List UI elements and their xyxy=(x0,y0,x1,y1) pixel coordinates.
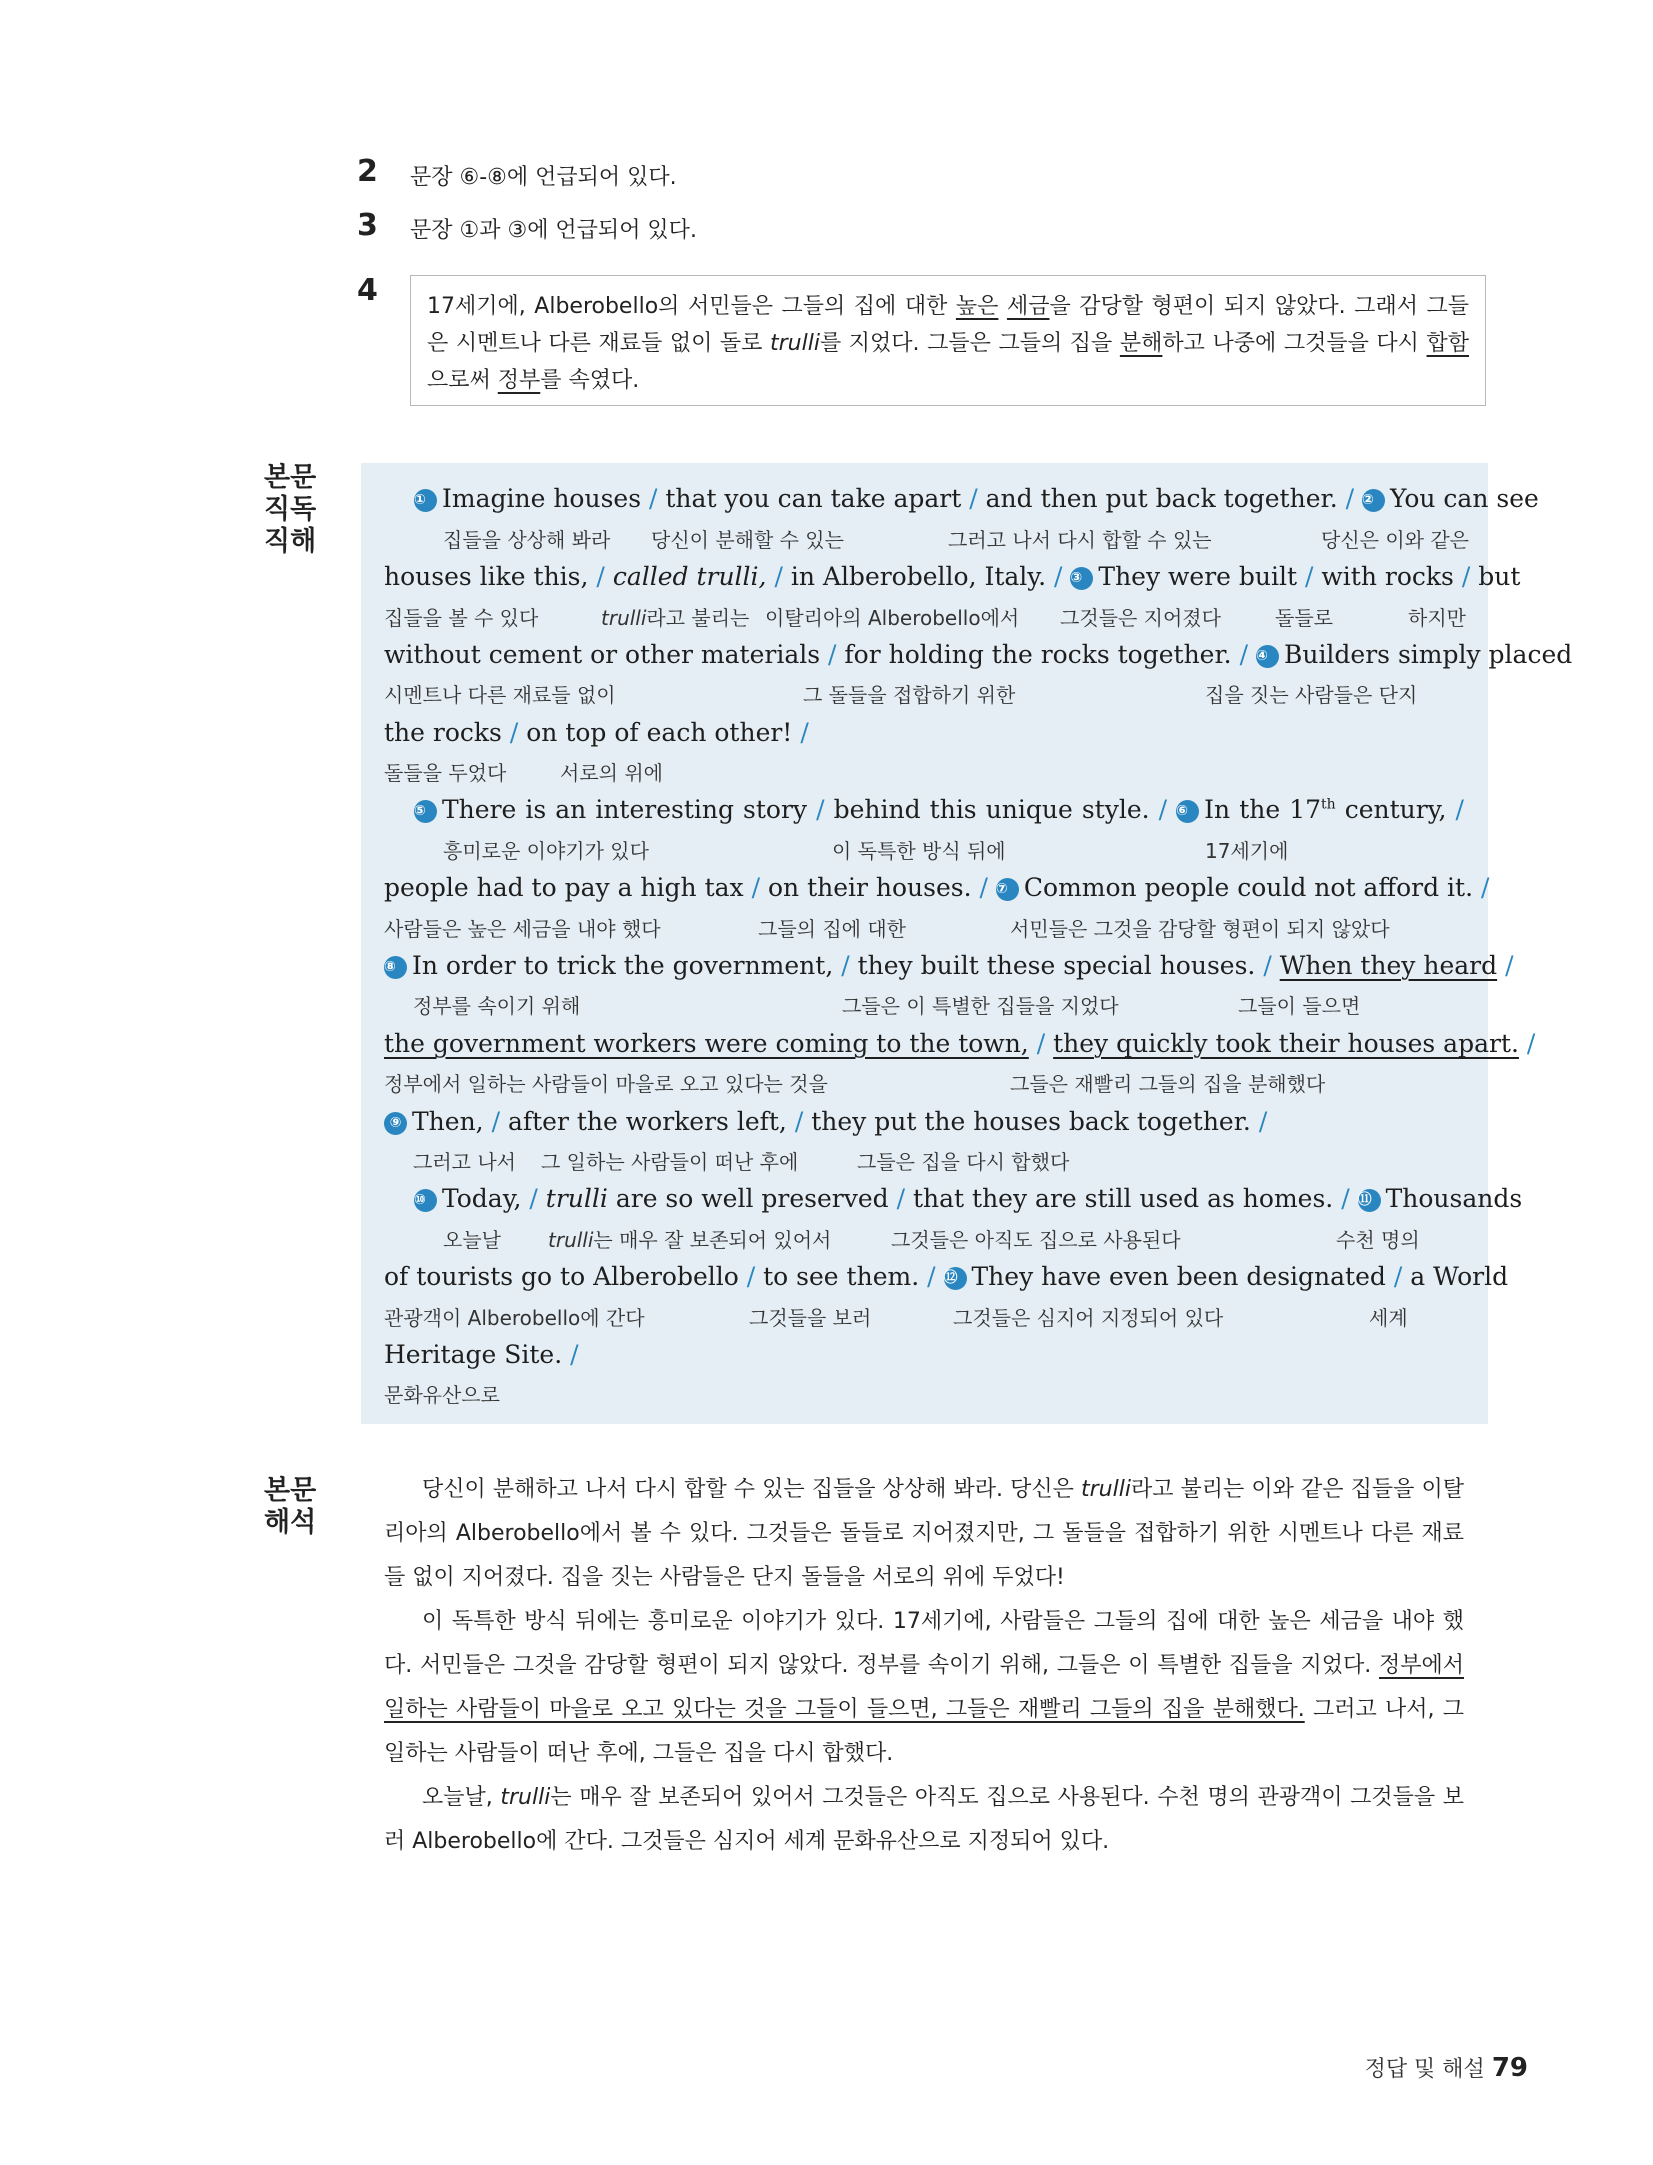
sentence-number: ⑥ xyxy=(1176,800,1199,823)
ko-gloss: 그들은 집을 다시 합했다 xyxy=(857,1150,1070,1174)
en-chunk: behind this unique style. xyxy=(833,795,1150,824)
ko-gloss: 당신이 분해할 수 있는 xyxy=(651,528,844,552)
paragraph-text: 라고 불리는 이와 같은 집들을 이탈리아의 Alberobello에서 볼 수 있다. 그것들은 돌들로 지어졌지만, 그 돌들을 접합하기 위한 시멘트나 다른 재료들 없이 지어졌다. 집을 짓는 사람들은 단지 돌들을 서로의 위에 두었다! xyxy=(384,1477,1464,1590)
slash: / xyxy=(1461,562,1471,591)
answer-4-box xyxy=(410,275,1486,406)
en-chunk: of tourists go to Alberobello xyxy=(384,1262,739,1291)
en-line-4 xyxy=(384,718,1464,747)
slash: / xyxy=(979,873,988,902)
en-chunk: the rocks xyxy=(384,718,502,747)
ko-gloss: 그것들을 보러 xyxy=(749,1306,872,1330)
sentence-number: ⑨ xyxy=(384,1112,407,1135)
ko-gloss: 그 일하는 사람들이 떠난 후에 xyxy=(541,1150,799,1174)
sentence-number: ④ xyxy=(1256,645,1279,668)
en-chunk: Common people could not afford it. xyxy=(1023,873,1474,902)
ko-gloss: 관광객이 Alberobello에 간다 xyxy=(384,1306,645,1330)
en-chunk-italic: trulli xyxy=(545,1184,608,1213)
en-line-1 xyxy=(414,484,1539,513)
answer-4-text: 를 지었다. 그들은 그들의 집을 xyxy=(819,331,1120,356)
answer-4-underline: 분해 xyxy=(1119,331,1163,356)
en-chunk xyxy=(1204,795,1446,824)
answer-3-text: 문장 ①과 ③에 언급되어 있다. xyxy=(410,218,697,243)
ko-gloss-text: 라고 불리는 xyxy=(646,606,750,630)
ko-gloss: 집들을 상상해 봐라 xyxy=(443,528,611,552)
en-chunk: without cement or other materials xyxy=(384,640,821,669)
en-chunk: They have even been designated xyxy=(971,1262,1386,1291)
ko-gloss: 오늘날 xyxy=(443,1228,501,1252)
sentence-number: ⑩ xyxy=(414,1189,437,1212)
en-chunk-text: are so well preserved xyxy=(607,1184,889,1213)
en-chunk: that they are still used as homes. xyxy=(912,1184,1334,1213)
answer-4-underline: 합함 xyxy=(1426,331,1470,356)
ko-gloss xyxy=(548,1224,831,1253)
paragraph-text: 이 독특한 방식 뒤에는 흥미로운 이야기가 있다. 17세기에, 사람들은 그들의 집에 대한 높은 세금을 내야 했다. 서민들은 그것을 감당할 형편이 되지 않았다. 정부를 속이기 위해, 그들은 이 특별한 집들을 지었다. xyxy=(384,1609,1464,1678)
ko-gloss: 그들의 집에 대한 xyxy=(758,917,906,941)
ko-gloss: 그것들은 아직도 집으로 사용된다 xyxy=(891,1228,1181,1252)
en-chunk: people had to pay a high tax xyxy=(384,873,744,902)
en-chunk-text: In the 17 xyxy=(1204,795,1322,824)
slash: / xyxy=(570,1340,579,1369)
slash: / xyxy=(649,484,658,513)
ko-gloss: 그들은 이 특별한 집들을 지었다 xyxy=(842,994,1119,1018)
ko-gloss: 시멘트나 다른 재료들 없이 xyxy=(384,683,616,707)
answer-4-underline: 높은 xyxy=(955,294,999,319)
ko-gloss: 문화유산으로 xyxy=(384,1383,500,1407)
ko-gloss: 수천 명의 xyxy=(1336,1228,1420,1252)
ko-gloss xyxy=(601,602,749,631)
label-line: 해석 xyxy=(264,1507,317,1538)
ko-gloss-text: 는 매우 잘 보존되어 있어서 xyxy=(593,1228,832,1252)
sentence-number: ⑫ xyxy=(944,1267,967,1290)
answer-4-text xyxy=(998,294,1007,319)
slash: / xyxy=(969,484,978,513)
slash: / xyxy=(1158,795,1168,824)
en-chunk: after the workers left, xyxy=(507,1107,787,1136)
slash: / xyxy=(841,951,850,980)
paragraph-text: 는 매우 잘 보존되어 있어서 그것들은 아직도 집으로 사용된다. 수천 명의 관광객이 그것들을 보러 Alberobello에 간다. 그것들은 심지어 세계 문화유산으로 지정되어 있다. xyxy=(384,1785,1464,1854)
en-chunk: houses like this, xyxy=(384,562,589,591)
answer-2-text: 문장 ⑥-⑧에 언급되어 있다. xyxy=(410,165,677,190)
answer-4-text: 으로써 xyxy=(427,368,498,393)
sentence-number: ② xyxy=(1362,489,1385,512)
en-chunk: Builders simply placed xyxy=(1283,640,1573,669)
slash: / xyxy=(1345,484,1355,513)
ko-gloss: 당신은 이와 같은 xyxy=(1321,528,1469,552)
slash: / xyxy=(596,562,605,591)
en-line-8 xyxy=(384,1029,1536,1058)
paragraph-italic: trulli xyxy=(500,1785,551,1810)
en-chunk: to see them. xyxy=(763,1262,920,1291)
en-chunk: on top of each other! xyxy=(526,718,793,747)
ko-gloss: 하지만 xyxy=(1408,606,1466,630)
slash: / xyxy=(800,718,809,747)
answer-4-text: 를 속였다. xyxy=(540,368,640,393)
slash: / xyxy=(1455,795,1464,824)
ko-gloss: 그것들은 심지어 지정되어 있다 xyxy=(953,1306,1224,1330)
translation-section-label xyxy=(264,1475,324,1539)
en-chunk: Then, xyxy=(412,1107,484,1136)
ko-gloss: 그것들은 지어졌다 xyxy=(1060,606,1221,630)
ko-gloss: 흥미로운 이야기가 있다 xyxy=(443,839,649,863)
label-line: 직독 xyxy=(264,494,317,525)
ko-gloss: 돌들로 xyxy=(1275,606,1333,630)
paragraph-italic: trulli xyxy=(1080,1477,1131,1502)
paragraph-text: 당신이 분해하고 나서 다시 합할 수 있는 집들을 상상해 봐라. 당신은 xyxy=(422,1477,1081,1502)
paragraph-text: 그러고 나서, 그 일하는 사람들이 떠난 후에, 그들은 집을 다시 합했다. xyxy=(384,1697,1464,1766)
slash: / xyxy=(1393,1262,1403,1291)
slash: / xyxy=(1481,873,1490,902)
label-line: 본문 xyxy=(264,1475,317,1506)
answer-4-text: 을 감당할 형편이 되지 않았다. 그래서 그들은 시멘트나 다른 재료들 없이 돌로 xyxy=(427,294,1469,356)
en-chunk xyxy=(546,1184,889,1213)
ko-gloss: 서민들은 그것을 감당할 형편이 되지 않았다 xyxy=(1010,917,1390,941)
en-chunk-underlined: they quickly took their houses apart. xyxy=(1053,1029,1519,1058)
label-line: 직해 xyxy=(264,526,317,557)
answer-number-3: 3 xyxy=(357,208,378,243)
slash: / xyxy=(1054,562,1063,591)
en-chunk: In order to trick the government, xyxy=(412,951,834,980)
translation-paragraph-3 xyxy=(384,1776,1464,1864)
ko-gloss: 그러고 나서 다시 합할 수 있는 xyxy=(948,528,1212,552)
ko-gloss: 집들을 볼 수 있다 xyxy=(384,606,539,630)
ko-gloss: 17세기에 xyxy=(1205,839,1289,863)
en-chunk: Heritage Site. xyxy=(384,1340,563,1369)
superscript: th xyxy=(1321,796,1336,813)
en-chunk: for holding the rocks together. xyxy=(844,640,1232,669)
slash: / xyxy=(509,718,519,747)
answer-4-italic: trulli xyxy=(770,331,820,356)
label-line: 본문 xyxy=(264,462,317,493)
en-chunk: There is an interesting story xyxy=(442,795,808,824)
ko-gloss: 그 돌들을 접합하기 위한 xyxy=(803,683,1016,707)
sentence-number: ⑪ xyxy=(1358,1189,1381,1212)
ko-gloss: 이탈리아의 Alberobello에서 xyxy=(765,606,1020,630)
ko-gloss: 세계 xyxy=(1369,1306,1408,1330)
sentence-number: ⑧ xyxy=(384,956,407,979)
en-chunk: that you can take apart xyxy=(665,484,962,513)
en-chunk: They were built xyxy=(1098,562,1298,591)
en-line-3 xyxy=(384,640,1573,669)
ko-gloss: 정부에서 일하는 사람들이 마을로 오고 있다는 것을 xyxy=(384,1072,828,1096)
en-chunk: they built these special houses. xyxy=(857,951,1256,980)
ko-gloss: 그들은 재빨리 그들의 집을 분해했다 xyxy=(1010,1072,1326,1096)
answer-4-underline: 세금 xyxy=(1006,294,1050,319)
en-line-7 xyxy=(384,951,1514,980)
slash: / xyxy=(1526,1029,1536,1058)
slash: / xyxy=(529,1184,538,1213)
paragraph-text: 오늘날, xyxy=(422,1785,501,1810)
translation-paragraph-2 xyxy=(384,1600,1464,1776)
slash: / xyxy=(1341,1184,1350,1213)
en-line-5 xyxy=(414,795,1464,824)
ko-gloss: 사람들은 높은 세금을 내야 했다 xyxy=(384,917,661,941)
page-number: 79 xyxy=(1491,2053,1528,2083)
slash: / xyxy=(491,1107,501,1136)
page-footer xyxy=(1365,2052,1528,2083)
slash: / xyxy=(774,562,783,591)
en-chunk: called trulli, xyxy=(612,562,767,591)
en-line-6 xyxy=(384,873,1490,902)
slash: / xyxy=(828,640,837,669)
answer-4-text: 17세기에, Alberobello의 서민들은 그들의 집에 대한 xyxy=(427,294,956,319)
slash: / xyxy=(1505,951,1514,980)
sentence-number: ① xyxy=(414,489,437,512)
en-chunk-underlined: When they heard xyxy=(1279,951,1498,980)
translation-paragraph-1 xyxy=(384,1468,1464,1600)
en-line-10 xyxy=(414,1184,1523,1213)
ko-gloss-italic: trulli xyxy=(601,606,647,630)
slash: / xyxy=(1305,562,1314,591)
ko-gloss: 정부를 속이기 위해 xyxy=(413,994,581,1018)
slash: / xyxy=(1036,1029,1046,1058)
ko-gloss: 돌들을 두었다 xyxy=(384,761,507,785)
en-line-12 xyxy=(384,1340,1464,1369)
footer-label: 정답 및 해설 xyxy=(1364,2057,1485,2082)
ko-gloss: 그들이 들으면 xyxy=(1238,994,1361,1018)
ko-gloss: 서로의 위에 xyxy=(560,761,663,785)
en-chunk: Today, xyxy=(442,1184,522,1213)
en-chunk: Imagine houses xyxy=(442,484,642,513)
en-line-2 xyxy=(384,562,1521,591)
sentence-number: ③ xyxy=(1070,567,1093,590)
en-chunk: a World xyxy=(1410,1262,1509,1291)
slash: / xyxy=(751,873,761,902)
en-chunk: Thousands xyxy=(1385,1184,1523,1213)
slash: / xyxy=(1258,1107,1268,1136)
slash: / xyxy=(927,1262,936,1291)
en-chunk: in Alberobello, Italy. xyxy=(790,562,1047,591)
slash: / xyxy=(794,1107,804,1136)
en-chunk: they put the houses back together. xyxy=(811,1107,1251,1136)
ko-gloss: 그러고 나서 xyxy=(413,1150,516,1174)
en-chunk: on their houses. xyxy=(767,873,972,902)
slash: / xyxy=(896,1184,906,1213)
ko-gloss-italic: trulli xyxy=(548,1228,594,1252)
answer-4-underline: 정부 xyxy=(497,368,541,393)
en-chunk-underlined: the government workers were coming to the town, xyxy=(384,1029,1029,1058)
answer-number-4: 4 xyxy=(357,273,378,308)
sentence-number: ⑤ xyxy=(414,800,437,823)
answer-number-2: 2 xyxy=(357,154,378,189)
en-line-11 xyxy=(384,1262,1509,1291)
slash: / xyxy=(1239,640,1249,669)
answer-4-text: 하고 나중에 그것들을 다시 xyxy=(1162,331,1427,356)
en-chunk: and then put back together. xyxy=(985,484,1338,513)
slash: / xyxy=(746,1262,756,1291)
slash: / xyxy=(1263,951,1272,980)
en-chunk: with rocks xyxy=(1321,562,1454,591)
en-chunk-text: century, xyxy=(1335,795,1447,824)
en-chunk: but xyxy=(1478,562,1521,591)
ko-gloss: 집을 짓는 사람들은 단지 xyxy=(1205,683,1418,707)
slash: / xyxy=(816,795,825,824)
en-line-9 xyxy=(384,1107,1464,1136)
en-chunk: You can see xyxy=(1390,484,1539,513)
ko-gloss: 이 독특한 방식 뒤에 xyxy=(832,839,1006,863)
reading-section-label xyxy=(264,462,324,558)
paragraph-underline: 정부에서 일하는 사람들이 마을로 오고 있다는 것을 그들이 들으면, 그들은 재빨리 그들의 집을 분해했다. xyxy=(384,1653,1464,1722)
sentence-number: ⑦ xyxy=(996,878,1019,901)
